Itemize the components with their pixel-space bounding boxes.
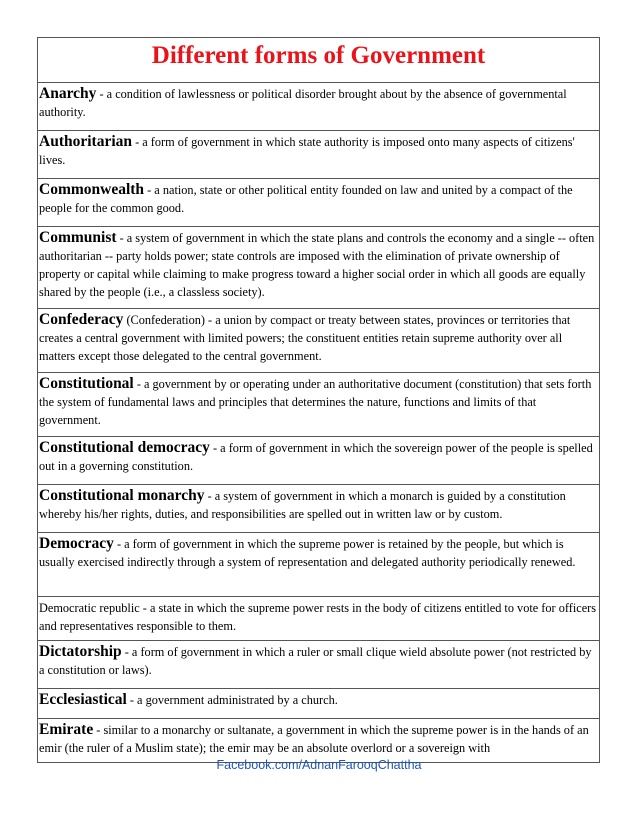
entry-anarchy <box>38 83 599 131</box>
entry-democracy <box>38 533 599 597</box>
entry-constitutional <box>38 373 599 437</box>
entry-ecclesiastical <box>38 689 599 719</box>
entry-dictatorship <box>38 641 599 689</box>
term: Authoritarian <box>39 133 132 150</box>
definition: - a form of government in which the sovereign power of the people is spelled out in a governing constitution. <box>39 441 593 473</box>
page-title: Different forms of Government <box>38 38 599 83</box>
definition: (Confederation) - a union by compact or treaty between states, provinces or territories that creates a central government with limited powers; the constituent entities retain supreme authority over all matters except those delegated to the central government. <box>39 313 571 363</box>
entry-emirate <box>38 719 599 762</box>
entry-commonwealth <box>38 179 599 227</box>
definition: - a government administrated by a church. <box>126 693 338 707</box>
definition: - a state in which the supreme power rests in the body of citizens entitled to vote for officers and representatives responsible to them. <box>39 601 597 633</box>
entry-democratic-republic <box>38 597 599 641</box>
term: Communist <box>39 229 117 246</box>
definition: - a nation, state or other political entity founded on law and united by a compact of the people for the common good. <box>39 183 573 215</box>
definition: - a form of government in which state authority is imposed onto many aspects of citizens' lives. <box>39 135 575 167</box>
footer-credit: Facebook.com/AdnanFarooqChattha <box>216 758 422 772</box>
definition: - a form of government in which the supreme power is retained by the people, but which is usually exercised indirectly through a system of representation and delegated authority periodically renewed. <box>39 537 576 569</box>
term: Anarchy <box>39 85 97 102</box>
definition: - a form of government in which a ruler or small clique wield absolute power (not restricted by a constitution or laws). <box>39 645 592 677</box>
definitions-table <box>37 37 600 763</box>
term: Constitutional democracy <box>39 439 210 456</box>
entry-communist <box>38 227 599 309</box>
entry-confederacy <box>38 309 599 373</box>
term: Ecclesiastical <box>39 691 127 708</box>
entry-constitutional-monarchy <box>38 485 599 533</box>
term: Dictatorship <box>39 643 122 660</box>
entry-constitutional-democracy <box>38 437 599 485</box>
term: Constitutional monarchy <box>39 487 205 504</box>
term: Commonwealth <box>39 181 145 198</box>
definition: - a system of government in which the state plans and controls the economy and a single -- often authoritarian -- party holds power; state controls are imposed with the elimination of private ownership of property or capital while claiming to make progress toward a higher social order in which all goods are equally shared by the people (i.e., a classless society). <box>39 231 595 299</box>
term: Democracy <box>39 535 114 552</box>
term: Constitutional <box>39 375 134 392</box>
term: Confederacy <box>39 311 124 328</box>
definition: - a government by or operating under an authoritative document (constitution) that sets forth the system of fundamental laws and principles that determines the nature, functions and limits of that government. <box>39 377 592 427</box>
term: Emirate <box>39 721 94 738</box>
definition: - similar to a monarchy or sultanate, a government in which the supreme power is in the hands of an emir (the ruler of a Muslim state); the emir may be an absolute overlord or a sovereign with <box>39 723 589 755</box>
definition: - a condition of lawlessness or political disorder brought about by the absence of governmental authority. <box>39 87 567 119</box>
entry-authoritarian <box>38 131 599 179</box>
definition: - a system of government in which a monarch is guided by a constitution whereby his/her rights, duties, and responsibilities are spelled out in written law or by custom. <box>39 489 566 521</box>
term: Democratic republic <box>39 601 140 615</box>
